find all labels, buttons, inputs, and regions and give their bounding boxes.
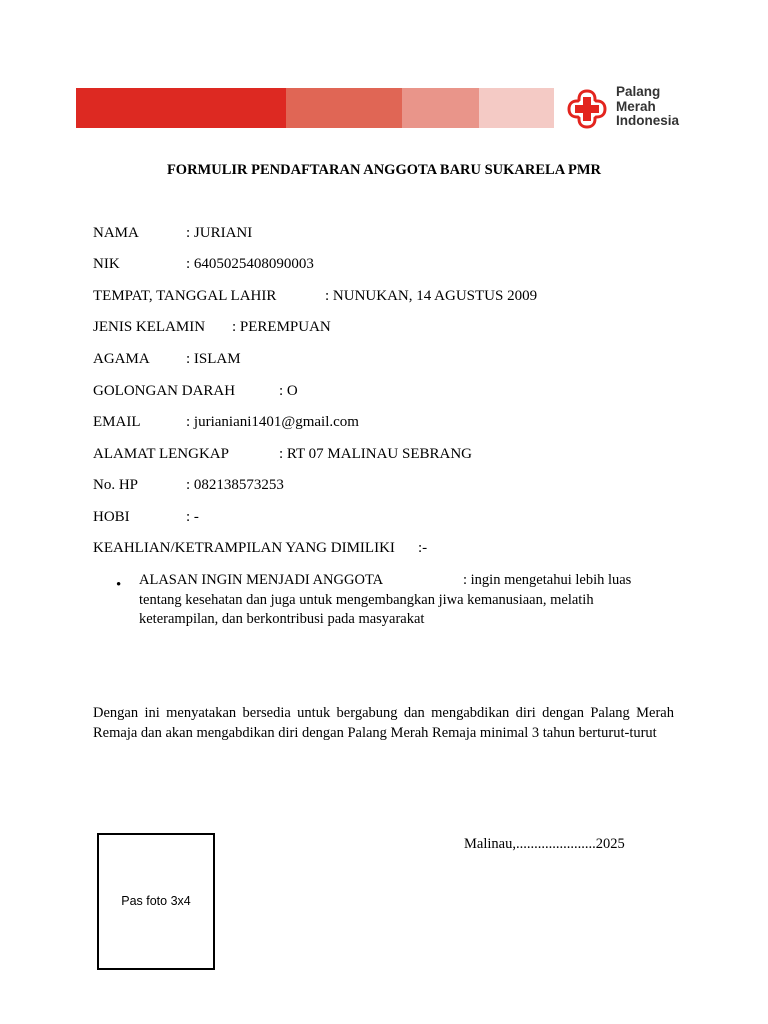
field-no-hp [93,477,284,494]
field-nama [93,225,253,242]
field-value: :- [418,540,428,556]
field-value: : O [279,383,298,399]
field-value: : 082138573253 [186,477,284,493]
field-email [93,414,359,431]
bullet-icon: • [116,577,122,593]
field-label: JENIS KELAMIN [93,319,206,335]
field-value: : - [186,509,199,525]
form-title: FORMULIR PENDAFTARAN ANGGOTA BARU SUKARELA PMR [166,162,602,178]
header-band-2 [286,88,402,128]
field-value: : PEREMPUAN [232,319,331,335]
logo-line-1: Palang [616,84,661,99]
field-keahlian [93,540,428,557]
field-hobi [93,509,199,526]
field-value: : JURIANI [186,225,253,241]
field-value: : ISLAM [186,351,241,367]
place-date: Malinau,......................2025 [464,836,625,852]
field-jenis-kelamin [93,319,331,336]
field-value: : jurianiani1401@gmail.com [186,414,359,430]
header-band-4 [479,88,554,128]
field-label: EMAIL [93,414,141,430]
field-label: No. HP [93,477,139,493]
field-label: TEMPAT, TANGGAL LAHIR [93,288,277,304]
field-label: NIK [93,256,120,272]
field-label: ALAMAT LENGKAP [93,446,229,462]
field-golongan-darah [93,383,298,400]
statement-paragraph: Dengan ini menyatakan bersedia untuk bergabung dan mengabdikan diri dengan Palang Merah Remaja dan akan mengabdikan diri dengan Palang Merah Remaja minimal 3 tahun berturut-turut [93,705,674,741]
field-agama [93,351,241,368]
photo-box [97,833,215,970]
field-nik [93,256,314,273]
field-label: AGAMA [93,351,150,367]
logo-text [616,85,679,129]
field-value: : RT 07 MALINAU SEBRANG [279,446,473,462]
field-value: : NUNUKAN, 14 AGUSTUS 2009 [325,288,538,304]
reason-label: ALASAN INGIN MENJADI ANGGOTA [139,572,384,588]
field-alamat-lengkap [93,446,473,463]
field-label: NAMA [93,225,139,241]
field-tempat-tanggal-lahir [93,288,538,305]
field-value: : 6405025408090003 [186,256,314,272]
field-label: HOBI [93,509,130,525]
photo-label: Pas foto 3x4 [121,894,191,908]
logo-line-3: Indonesia [616,113,680,128]
logo-line-2: Merah [616,98,656,114]
field-label: KEAHLIAN/KETRAMPILAN YANG DIMILIKI [93,540,395,556]
reason-value: : ingin mengetahui lebih luas tentang kesehatan dan juga untuk mengembangkan jiwa kemanusiaan, melatih keterampilan, dan berkontribusi pada masyarakat [139,572,632,627]
header-band-1 [76,88,286,128]
field-label: GOLONGAN DARAH [93,383,236,399]
header-band-3 [402,88,479,128]
reason-paragraph [139,571,659,630]
red-cross-icon [562,84,612,134]
